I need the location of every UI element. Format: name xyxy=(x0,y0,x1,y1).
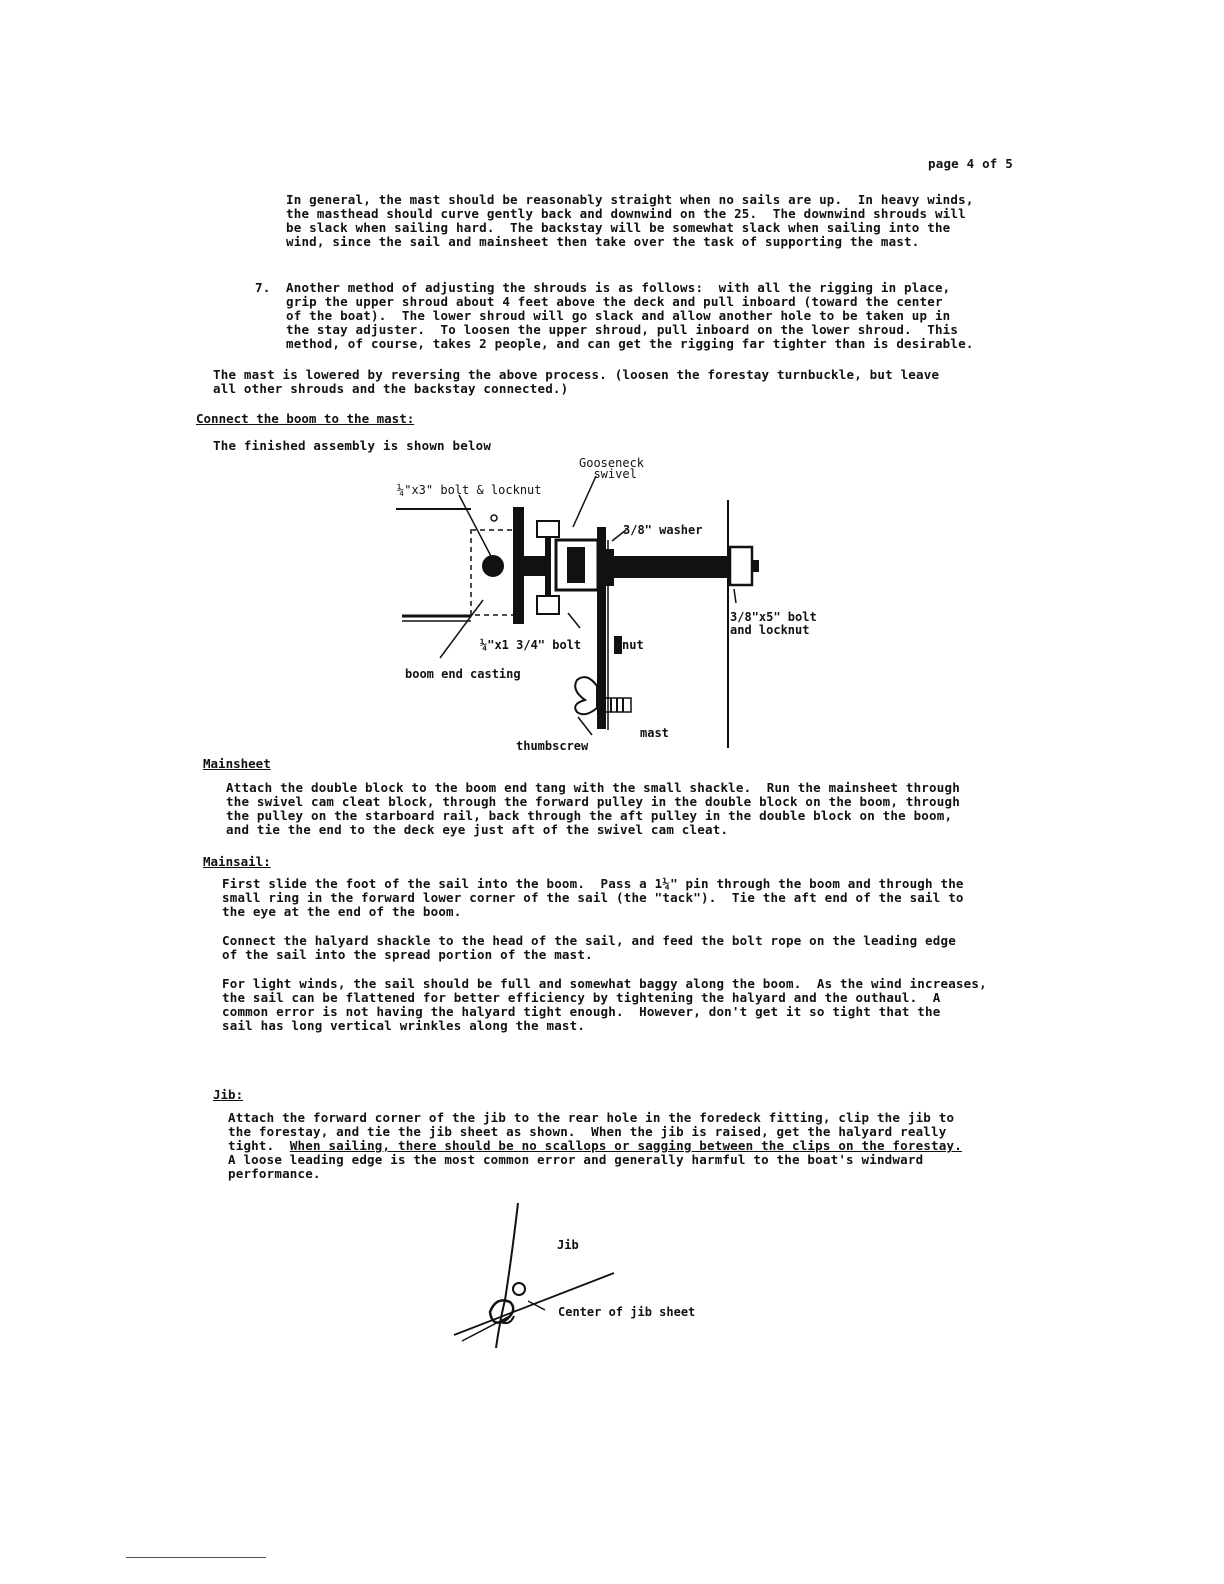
label-boom-end: boom end casting xyxy=(405,667,521,681)
intro-paragraph xyxy=(286,193,974,249)
label-bolt-38-5: 3/8"x5" bolt and locknut xyxy=(730,610,817,637)
text-line: the masthead should curve gently back and downwind on the 25. The downwind shrouds will xyxy=(286,206,966,221)
label-bolt-quarter-134: ¼"x1 3/4" bolt xyxy=(480,638,582,652)
label-bolt-quarter-3: ¼"x3" bolt & locknut xyxy=(397,483,542,497)
text-line: In general, the mast should be reasonably straight when no sails are up. In heavy winds, xyxy=(286,192,974,207)
thumbscrew-shape xyxy=(575,677,597,714)
text-line: sail has long vertical wrinkles along the mast. xyxy=(222,1018,586,1033)
boom-heading: Connect the boom to the mast: xyxy=(196,411,415,426)
text-line: the pulley on the starboard rail, back through the aft pulley in the double block on the boom, xyxy=(226,808,953,823)
text-line: First slide the foot of the sail into the boom. Pass a 1¼" pin through the boom and through the xyxy=(222,876,964,891)
text-line: grip the upper shroud about 4 feet above the deck and pull inboard (toward the center xyxy=(286,294,943,309)
jib-edge-line xyxy=(496,1203,518,1348)
text-line: the eye at the end of the boom. xyxy=(222,904,462,919)
footnote-rule xyxy=(126,1557,266,1558)
item-number: 7. xyxy=(255,280,271,295)
text-segment: tight. xyxy=(228,1138,290,1153)
label-washer: 3/8" washer xyxy=(623,523,703,537)
casting-plate xyxy=(514,508,523,623)
boom-intro: The finished assembly is shown below xyxy=(213,438,492,453)
text-line: small ring in the forward lower corner of the sail (the "tack"). Tie the aft end of the sail to xyxy=(222,890,964,905)
text-line: the sail can be flattened for better efficiency by tightening the halyard and the outhaul. A xyxy=(222,990,941,1005)
label-nut: nut xyxy=(622,638,644,652)
label-jib: Jib xyxy=(557,1238,579,1252)
text-line: A loose leading edge is the most common error and generally harmful to the boat's windward xyxy=(228,1152,924,1167)
label-gooseneck: Gooseneck swivel xyxy=(579,456,645,481)
text-line: of the boat). The lower shroud will go slack and allow another hole to be taken up in xyxy=(286,308,951,323)
lowering-paragraph xyxy=(213,368,939,396)
text-line xyxy=(228,1139,962,1153)
text-line: and tie the end to the deck eye just aft of the swivel cam cleat. xyxy=(226,822,729,837)
text-line: For light winds, the sail should be full and somewhat baggy along the boom. As the wind increases, xyxy=(222,976,987,991)
text-line: performance. xyxy=(228,1166,321,1181)
mast-plate xyxy=(598,528,605,728)
mainsail-paragraph-1 xyxy=(222,877,964,919)
text-line: Connect the halyard shackle to the head of the sail, and feed the bolt rope on the leading edge xyxy=(222,933,956,948)
mainsail-heading: Mainsail: xyxy=(203,854,271,869)
mainsail-paragraph-3 xyxy=(222,977,987,1033)
text-line: the swivel cam cleat block, through the forward pulley in the double block on the boom, through xyxy=(226,794,960,809)
label-thumbscrew: thumbscrew xyxy=(516,739,589,753)
text-line: The mast is lowered by reversing the above process. (loosen the forestay turnbuckle, but leave xyxy=(213,367,940,382)
item-7-paragraph xyxy=(286,281,974,351)
long-bolt xyxy=(613,557,730,577)
label-center-jib-sheet: Center of jib sheet xyxy=(558,1305,696,1319)
text-line: method, of course, takes 2 people, and can get the rigging far tighter than is desirable. xyxy=(286,336,974,351)
text-line: the stay adjuster. To loosen the upper shroud, pull inboard on the lower shroud. This xyxy=(286,322,959,337)
mainsail-paragraph-2 xyxy=(222,934,956,962)
text-line: Attach the forward corner of the jib to the rear hole in the foredeck fitting, clip the jib to xyxy=(228,1110,955,1125)
text-line: be slack when sailing hard. The backstay will be somewhat slack when sailing into the xyxy=(286,220,951,235)
text-line: all other shrouds and the backstay connected.) xyxy=(213,381,569,396)
emphasis-underlined: When sailing, there should be no scallops or sagging between the clips on the forestay. xyxy=(289,1138,962,1153)
mainsheet-paragraph xyxy=(226,781,960,837)
page-number: page 4 of 5 xyxy=(928,156,1013,171)
label-mast: mast xyxy=(640,726,669,740)
gooseneck-diagram xyxy=(390,455,840,755)
text-line: wind, since the sail and mainsheet then take over the task of supporting the mast. xyxy=(286,234,920,249)
mainsheet-heading: Mainsheet xyxy=(203,756,271,771)
text-line: common error is not having the halyard tight enough. However, don't get it so tight that the xyxy=(222,1004,941,1019)
text-line: Attach the double block to the boom end tang with the small shackle. Run the mainsheet through xyxy=(226,780,960,795)
text-line: Another method of adjusting the shrouds is as follows: with all the rigging in place, xyxy=(286,280,951,295)
jib-paragraph xyxy=(228,1111,962,1181)
jib-sheet-diagram xyxy=(440,1195,640,1360)
text-line: of the sail into the spread portion of the mast. xyxy=(222,947,593,962)
jib-heading: Jib: xyxy=(213,1087,244,1102)
text-line: the forestay, and tie the jib sheet as shown. When the jib is raised, get the halyard really xyxy=(228,1124,947,1139)
